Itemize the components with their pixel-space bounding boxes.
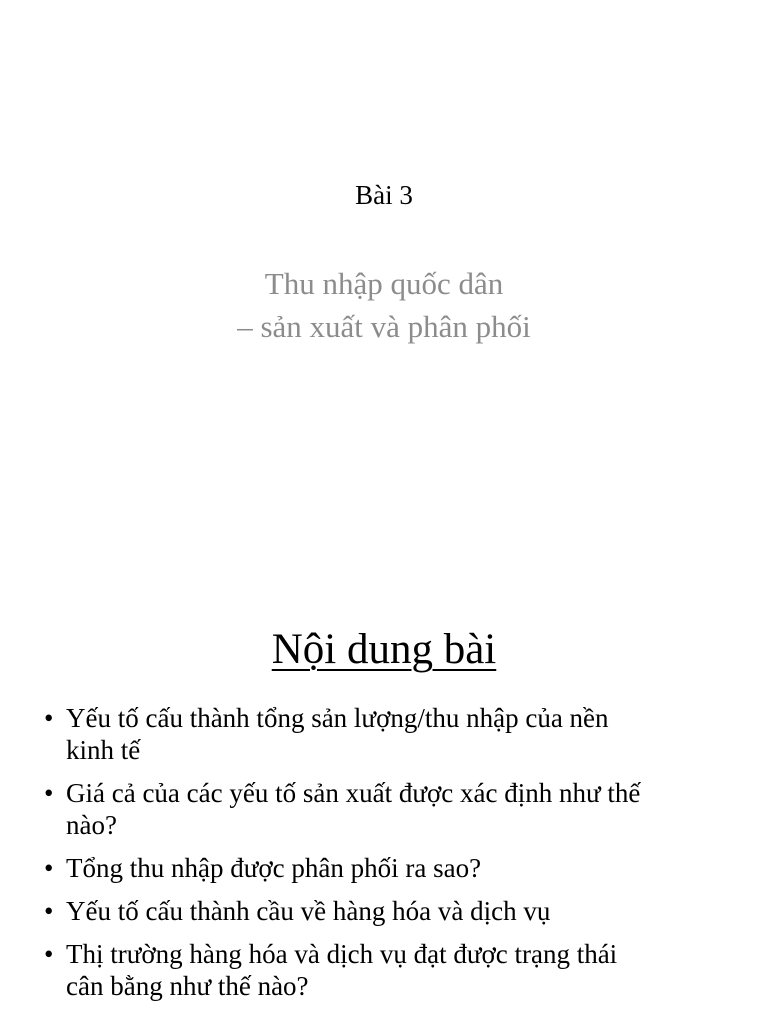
bullet-icon: • [44,853,54,883]
bullet-icon: • [44,703,54,733]
bullet-icon: • [44,778,54,808]
contents-slide [0,512,768,1024]
list-item-line: Yếu tố cấu thành cầu về hàng hóa và dịch vụ [66,896,551,926]
list-item-line: kinh tế [66,735,141,765]
contents-heading: Nội dung bài [271,626,497,673]
list-item-line: Thị trường hàng hóa và dịch vụ đạt được trạng thái [66,939,618,969]
subtitle-line-1: Thu nhập quốc dân [264,266,504,301]
list-item [44,702,734,766]
list-item-line: nào? [66,810,117,840]
list-item-line: Tổng thu nhập được phân phối ra sao? [66,853,482,883]
list-item-line: cân bằng như thế nào? [66,971,309,1001]
contents-list [44,702,734,1013]
list-item [44,938,734,1002]
lesson-subtitle [0,262,768,348]
lesson-number: Bài 3 [355,180,413,210]
list-item-line: Yếu tố cấu thành tổng sản lượng/thu nhập của nền [66,703,609,733]
list-item [44,895,734,927]
list-item-line: Giá cả của các yếu tố sản xuất được xác định như thế [66,778,641,808]
bullet-icon: • [44,896,54,926]
list-item [44,852,734,884]
subtitle-line-2: – sản xuất và phân phối [237,309,531,344]
bullet-icon: • [44,939,54,969]
list-item [44,777,734,841]
